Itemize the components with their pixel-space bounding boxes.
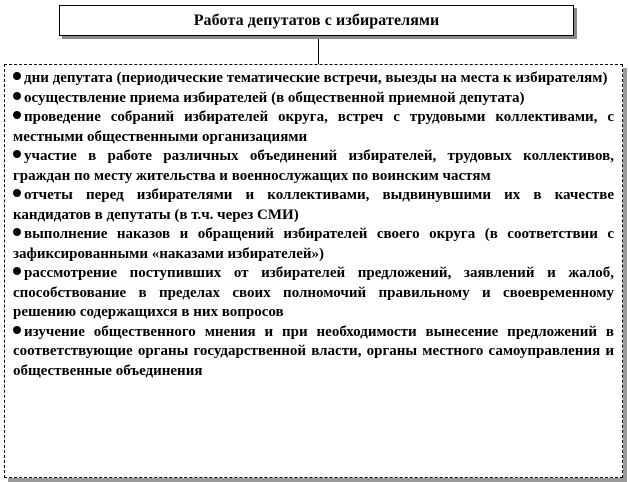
- list-item-text: отчеты перед избирателями и коллективами, выдвинувшими их в качестве кандидатов в депутаты (в т.ч. через СМИ): [13, 187, 614, 223]
- list-item-text: участие в работе различных объединений избирателей, трудовых коллективов, граждан по месту жительства и военнослужащих по воинским частям: [13, 148, 614, 184]
- list-item: [13, 323, 614, 382]
- activities-list-box: [4, 64, 623, 478]
- bullet-icon: [13, 92, 21, 100]
- bullet-icon: [13, 228, 21, 236]
- list-item-text: рассмотрение поступивших от избирателей предложений, заявлений и жалоб, способствование в пределах своих полномочий правильному и своевременному решению содержащихся в них вопросов: [13, 265, 614, 320]
- list-item: [13, 89, 614, 109]
- bullet-icon: [13, 267, 21, 275]
- list-item-text: изучение общественного мнения и при необходимости вынесение предложений в соответствующие органы государственной власти, органы местного самоуправления и общественные объединения: [13, 323, 614, 379]
- bullet-icon: [13, 111, 21, 119]
- connector-line: [318, 39, 319, 65]
- diagram-title-box: [59, 5, 574, 36]
- list-item: [13, 69, 614, 89]
- diagram-title: Работа депутатов с избирателями: [193, 11, 440, 29]
- bullet-icon: [13, 72, 21, 80]
- list-item-text: дни депутата (периодические тематические встречи, выезды на места к избирателям): [24, 70, 608, 86]
- bullet-icon: [13, 189, 21, 197]
- list-item: [13, 147, 614, 186]
- list-item-text: проведение собраний избирателей округа, встреч с трудовыми коллективами, с местными общественными организациями: [13, 109, 614, 145]
- list-item-text: осуществление приема избирателей (в общественной приемной депутата): [24, 89, 525, 106]
- list-item: [13, 264, 614, 323]
- bullet-icon: [13, 326, 21, 334]
- list-item: [13, 186, 614, 225]
- list-item: [13, 225, 614, 264]
- bullet-icon: [13, 150, 21, 158]
- list-item-text: выполнение наказов и обращений избирателей своего округа (в соответствии с зафиксированными «наказами избирателей»): [13, 226, 614, 262]
- activities-list: [13, 69, 614, 381]
- list-item: [13, 108, 614, 147]
